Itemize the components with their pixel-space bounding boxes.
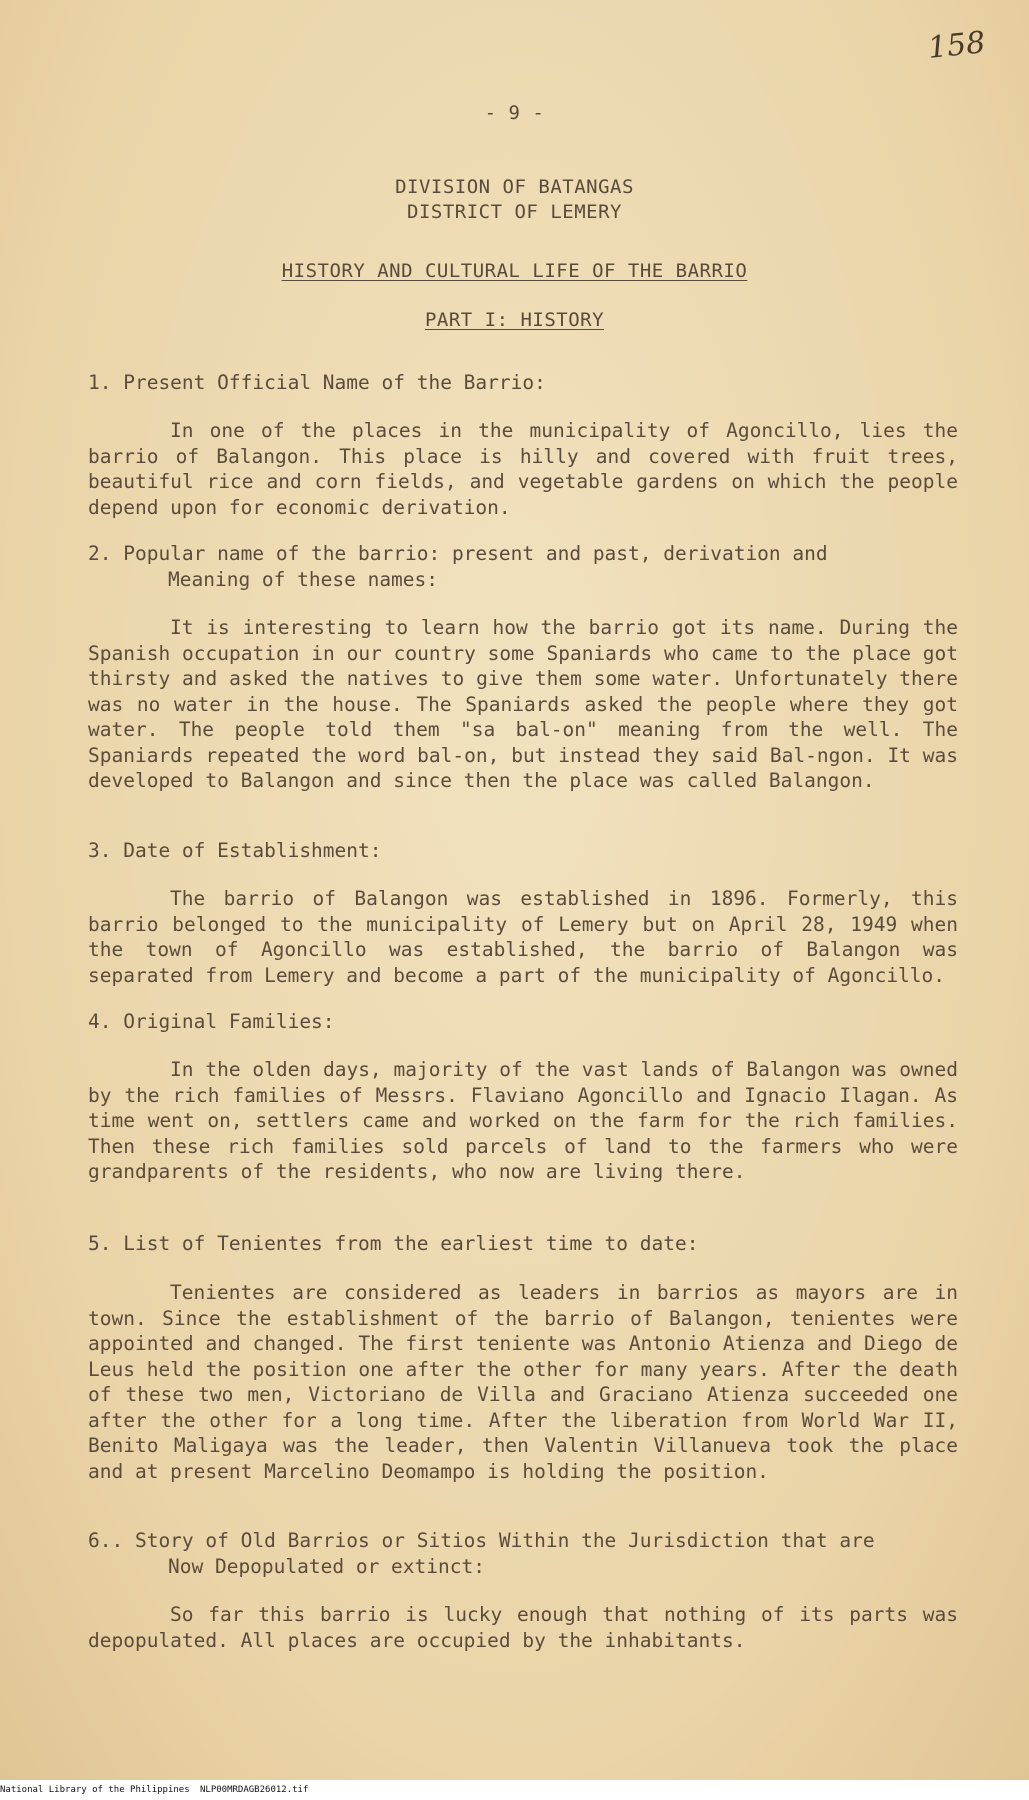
section-2-heading-line1: 2. Popular name of the barrio: present and past, derivation and xyxy=(88,542,828,565)
section-5-body xyxy=(88,1280,958,1484)
section-1-heading xyxy=(88,370,968,396)
section-3-paragraph: The barrio of Balangon was established in 1896. Formerly, this barrio belonged to the municipality of Lemery but on April 28, 1949 when the town of Agoncillo was established, the barrio of Balangon was separated from Lemery and become a part of the municipality of Agoncillo. xyxy=(88,887,958,987)
section-1-body xyxy=(88,418,958,520)
part-title: PART I: HISTORY xyxy=(424,309,605,331)
section-5-paragraph: Tenientes are considered as leaders in barrios as mayors are in town. Since the establishment of the barrio of Balangon, tenientes were appointed and changed. The first teniente was Antonio Atienza and Diego de Leus held the position one after the other for many years. After the death of these two men, Victoriano de Villa and Graciano Atienza succeeded one after the other for a long time. After the liberation from World War II, Benito Maligaya was the leader, then Valentin Villanueva took the place and at present Marcelino Deomampo is holding the position. xyxy=(88,1281,958,1483)
division-heading: DIVISION OF BATANGAS xyxy=(395,176,634,198)
section-6-heading xyxy=(88,1528,968,1579)
footer-library: National Library of the Philippines xyxy=(0,1785,190,1795)
section-1-paragraph: In one of the places in the municipality of Agoncillo, lies the barrio of Balangon. This place is hilly and covered with fruit trees, beautiful rice and corn fields, and vegetable gardens on which the people depend upon for economic derivation. xyxy=(88,419,958,519)
section-5-heading-text: 5. List of Tenientes from the earliest time to date: xyxy=(88,1232,699,1255)
section-2-heading-line2: Meaning of these names: xyxy=(168,567,439,591)
section-3-body xyxy=(88,886,958,988)
section-6-heading-line2: Now Depopulated or extinct: xyxy=(168,1554,485,1578)
section-2-heading xyxy=(88,541,968,592)
main-title: HISTORY AND CULTURAL LIFE OF THE BARRIO xyxy=(281,260,748,282)
section-4-heading-text: 4. Original Families: xyxy=(88,1010,335,1033)
section-6-heading-line1: 6.. Story of Old Barrios or Sitios Within the Jurisdiction that are xyxy=(88,1529,875,1552)
section-6-body xyxy=(88,1602,958,1653)
section-2-body xyxy=(88,615,958,794)
district-heading: DISTRICT OF LEMERY xyxy=(407,201,622,223)
section-3-heading xyxy=(88,838,968,864)
handwritten-page-number: 158 xyxy=(926,25,987,66)
section-3-heading-text: 3. Date of Establishment: xyxy=(88,839,382,862)
section-4-heading xyxy=(88,1009,968,1035)
footer-filename: NLP00MRDAGB26012.tif xyxy=(200,1785,309,1795)
page-number: - 9 - xyxy=(484,102,545,124)
section-4-body xyxy=(88,1057,958,1185)
section-1-heading-text: 1. Present Official Name of the Barrio: xyxy=(88,371,546,394)
scan-footer xyxy=(0,1780,1029,1800)
section-6-paragraph: So far this barrio is lucky enough that nothing of its parts was depopulated. All places are occupied by the inhabitants. xyxy=(88,1603,958,1652)
section-4-paragraph: In the olden days, majority of the vast lands of Balangon was owned by the rich families of Messrs. Flaviano Agoncillo and Ignacio Ilagan. As time went on, settlers came and worked on the farm for the rich families. Then these rich families sold parcels of land to the farmers who were grandparents of the residents, who now are living there. xyxy=(88,1058,958,1183)
section-2-paragraph: It is interesting to learn how the barrio got its name. During the Spanish occupation in our country some Spaniards who came to the place got thirsty and asked the natives to give them some water. Unfortunately there was no water in the house. The Spaniards asked the people where they got water. The people told them "sa bal-on" meaning from the well. The Spaniards repeated the word bal-on, but instead they said Bal-ngon. It was developed to Balangon and since then the place was called Balangon. xyxy=(88,616,958,792)
section-5-heading xyxy=(88,1231,968,1257)
